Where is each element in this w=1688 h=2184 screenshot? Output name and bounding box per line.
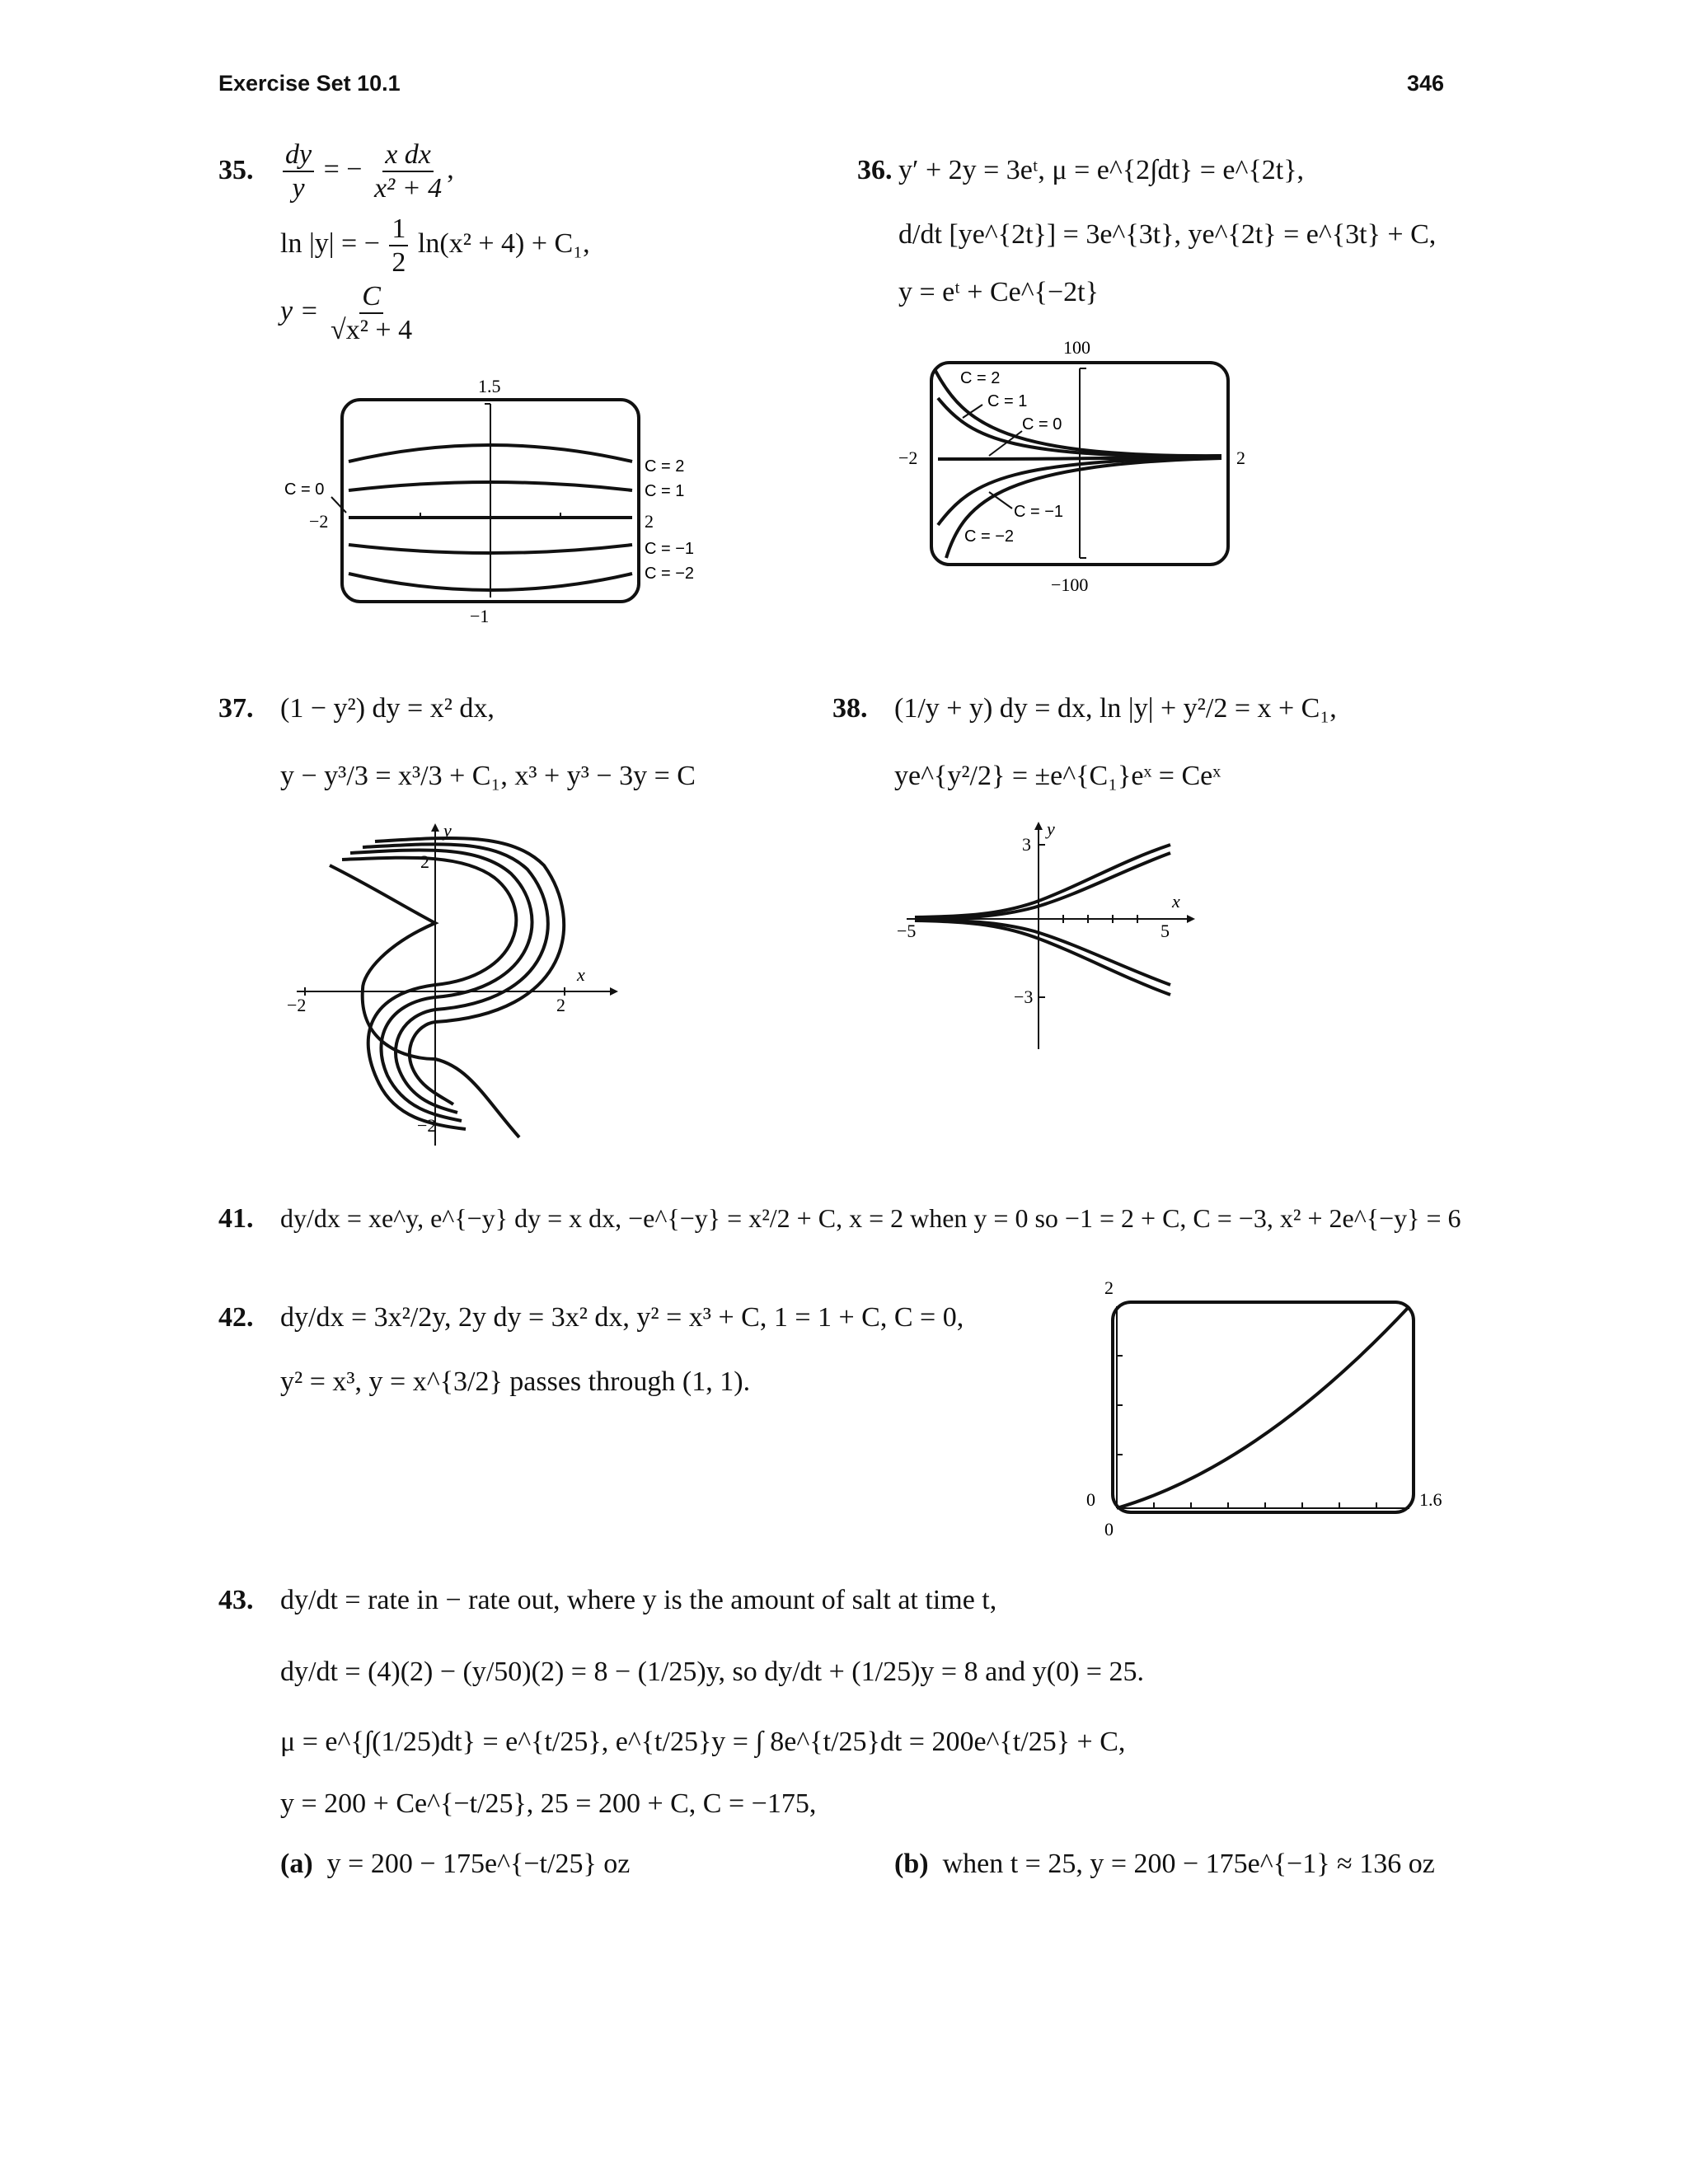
problem-38-number: 38. [832,693,868,724]
problem-36-number: 36. [857,155,893,185]
y-max-label: 2 [1104,1277,1114,1298]
problem-43-line4: y = 200 + Ce^{−t/25}, 25 = 200 + C, C = −175, [280,1788,817,1819]
label-cm1: C = −1 [1014,503,1064,521]
y-min-label: −100 [1051,574,1089,595]
label-c0: C = 0 [1022,415,1062,434]
problem-36-graph [890,334,1269,606]
problem-42-number: 42. [218,1302,254,1333]
x-max-label: 1.6 [1419,1489,1442,1510]
page-number: 346 [1407,71,1445,96]
x-min-label: −5 [897,921,917,941]
x-max-label: 2 [556,995,565,1015]
y-max-label: 2 [420,851,429,872]
problem-36-line3: y = eᵗ + Ce^{−2t} [898,277,1099,307]
y-axis-label: y [443,820,452,841]
label-c1: C = 1 [645,482,685,500]
problem-43-line3: μ = e^{∫(1/25)dt} = e^{t/25}, e^{t/25}y = ∫ 8e^{t/25}dt = 200e^{t/25} + C, [280,1727,1126,1757]
problem-35-line2: ln |y| = − $\frac{1}{2}$ ln(x² + 4) + C₁, [280,213,590,279]
section-title: Exercise Set 10.1 [218,71,401,96]
label-cm1: C = −1 [645,540,695,558]
problem-35-graph [264,371,725,626]
x-min-label: 0 [1086,1489,1095,1510]
curve [1117,1306,1409,1508]
x-min-label: −2 [898,448,918,468]
problem-42-graph [1080,1273,1459,1545]
label-cm2: C = −2 [964,527,1015,546]
problem-37-line2: y − y³/3 = x³/3 + C₁, x³ + y³ − 3y = C [280,761,696,791]
problem-37-line1: (1 − y²) dy = x² dx, [280,693,495,724]
problem-36-line2: d/dt [ye^{2t}] = 3e^{3t}, ye^{2t} = e^{3t} + C, [898,219,1437,250]
y-min-label: 0 [1104,1519,1114,1540]
problem-43-number: 43. [218,1585,254,1615]
problem-43-line2: dy/dt = (4)(2) − (y/50)(2) = 8 − (1/25)y, so dy/dt + (1/25)y = 8 and y(0) = 25. [280,1657,1144,1687]
problem-43-line1: dy/dt = rate in − rate out, where y is the amount of salt at time t, [280,1585,997,1615]
y-max-label: 1.5 [478,376,501,396]
problem-38-line2: ye^{y²/2} = ±e^{C₁}eˣ = Ceˣ [894,761,1221,791]
problem-41-line1: dy/dx = xe^y, e^{−y} dy = x dx, −e^{−y} = x²/2 + C, x = 2 when y = 0 so −1 = 2 + C, C = −3, x² + 2e^{−y} = 6 [280,1203,1461,1233]
x-max-label: 2 [645,511,654,532]
problem-42-line2: y² = x³, y = x^{3/2} passes through (1, 1). [280,1366,751,1397]
y-min-label: −2 [417,1115,437,1136]
problem-38-graph [890,820,1236,1059]
y-max-label: 3 [1022,834,1031,855]
y-min-label: −3 [1014,987,1034,1007]
x-max-label: 2 [1236,448,1245,468]
problem-43-part-a: (a) y = 200 − 175e^{−t/25} oz [280,1849,631,1879]
problem-37-number: 37. [218,693,254,724]
problem-35-number: 35. [218,155,254,185]
x-axis-label: x [577,964,585,985]
problem-41-number: 41. [218,1203,254,1234]
problem-36-line1: y′ + 2y = 3eᵗ, μ = e^{2∫dt} = e^{2t}, [898,155,1305,185]
y-max-label: 100 [1063,337,1090,358]
label-c2: C = 2 [960,369,1001,387]
problem-35-line1: $\frac{dy}{y}$ = − $\frac{\text{x dx}}{\text{x² + 4}}$ , [280,138,454,204]
label-c1: C = 1 [987,392,1028,410]
problem-42-line1: dy/dx = 3x²/2y, 2y dy = 3x² dx, y² = x³ + C, 1 = 1 + C, C = 0, [280,1302,964,1333]
x-min-label: −2 [309,511,329,532]
label-c2: C = 2 [645,457,685,476]
label-cm2: C = −2 [645,565,695,583]
problem-38-line1: (1/y + y) dy = dx, ln |y| + y²/2 = x + C₁, [894,693,1337,724]
label-c0: C = 0 [284,480,325,499]
problem-37-graph [272,820,626,1150]
x-axis-label: x [1172,891,1180,912]
problem-43-part-b: (b) when t = 25, y = 200 − 175e^{−1} ≈ 136 oz [894,1849,1435,1879]
problem-35-line3: y = $\frac{C}{\text{√x² + 4}}$ [280,281,413,346]
x-max-label: 5 [1160,921,1170,941]
y-axis-label: y [1047,820,1055,839]
x-min-label: −2 [287,995,307,1015]
y-min-label: −1 [470,606,490,626]
